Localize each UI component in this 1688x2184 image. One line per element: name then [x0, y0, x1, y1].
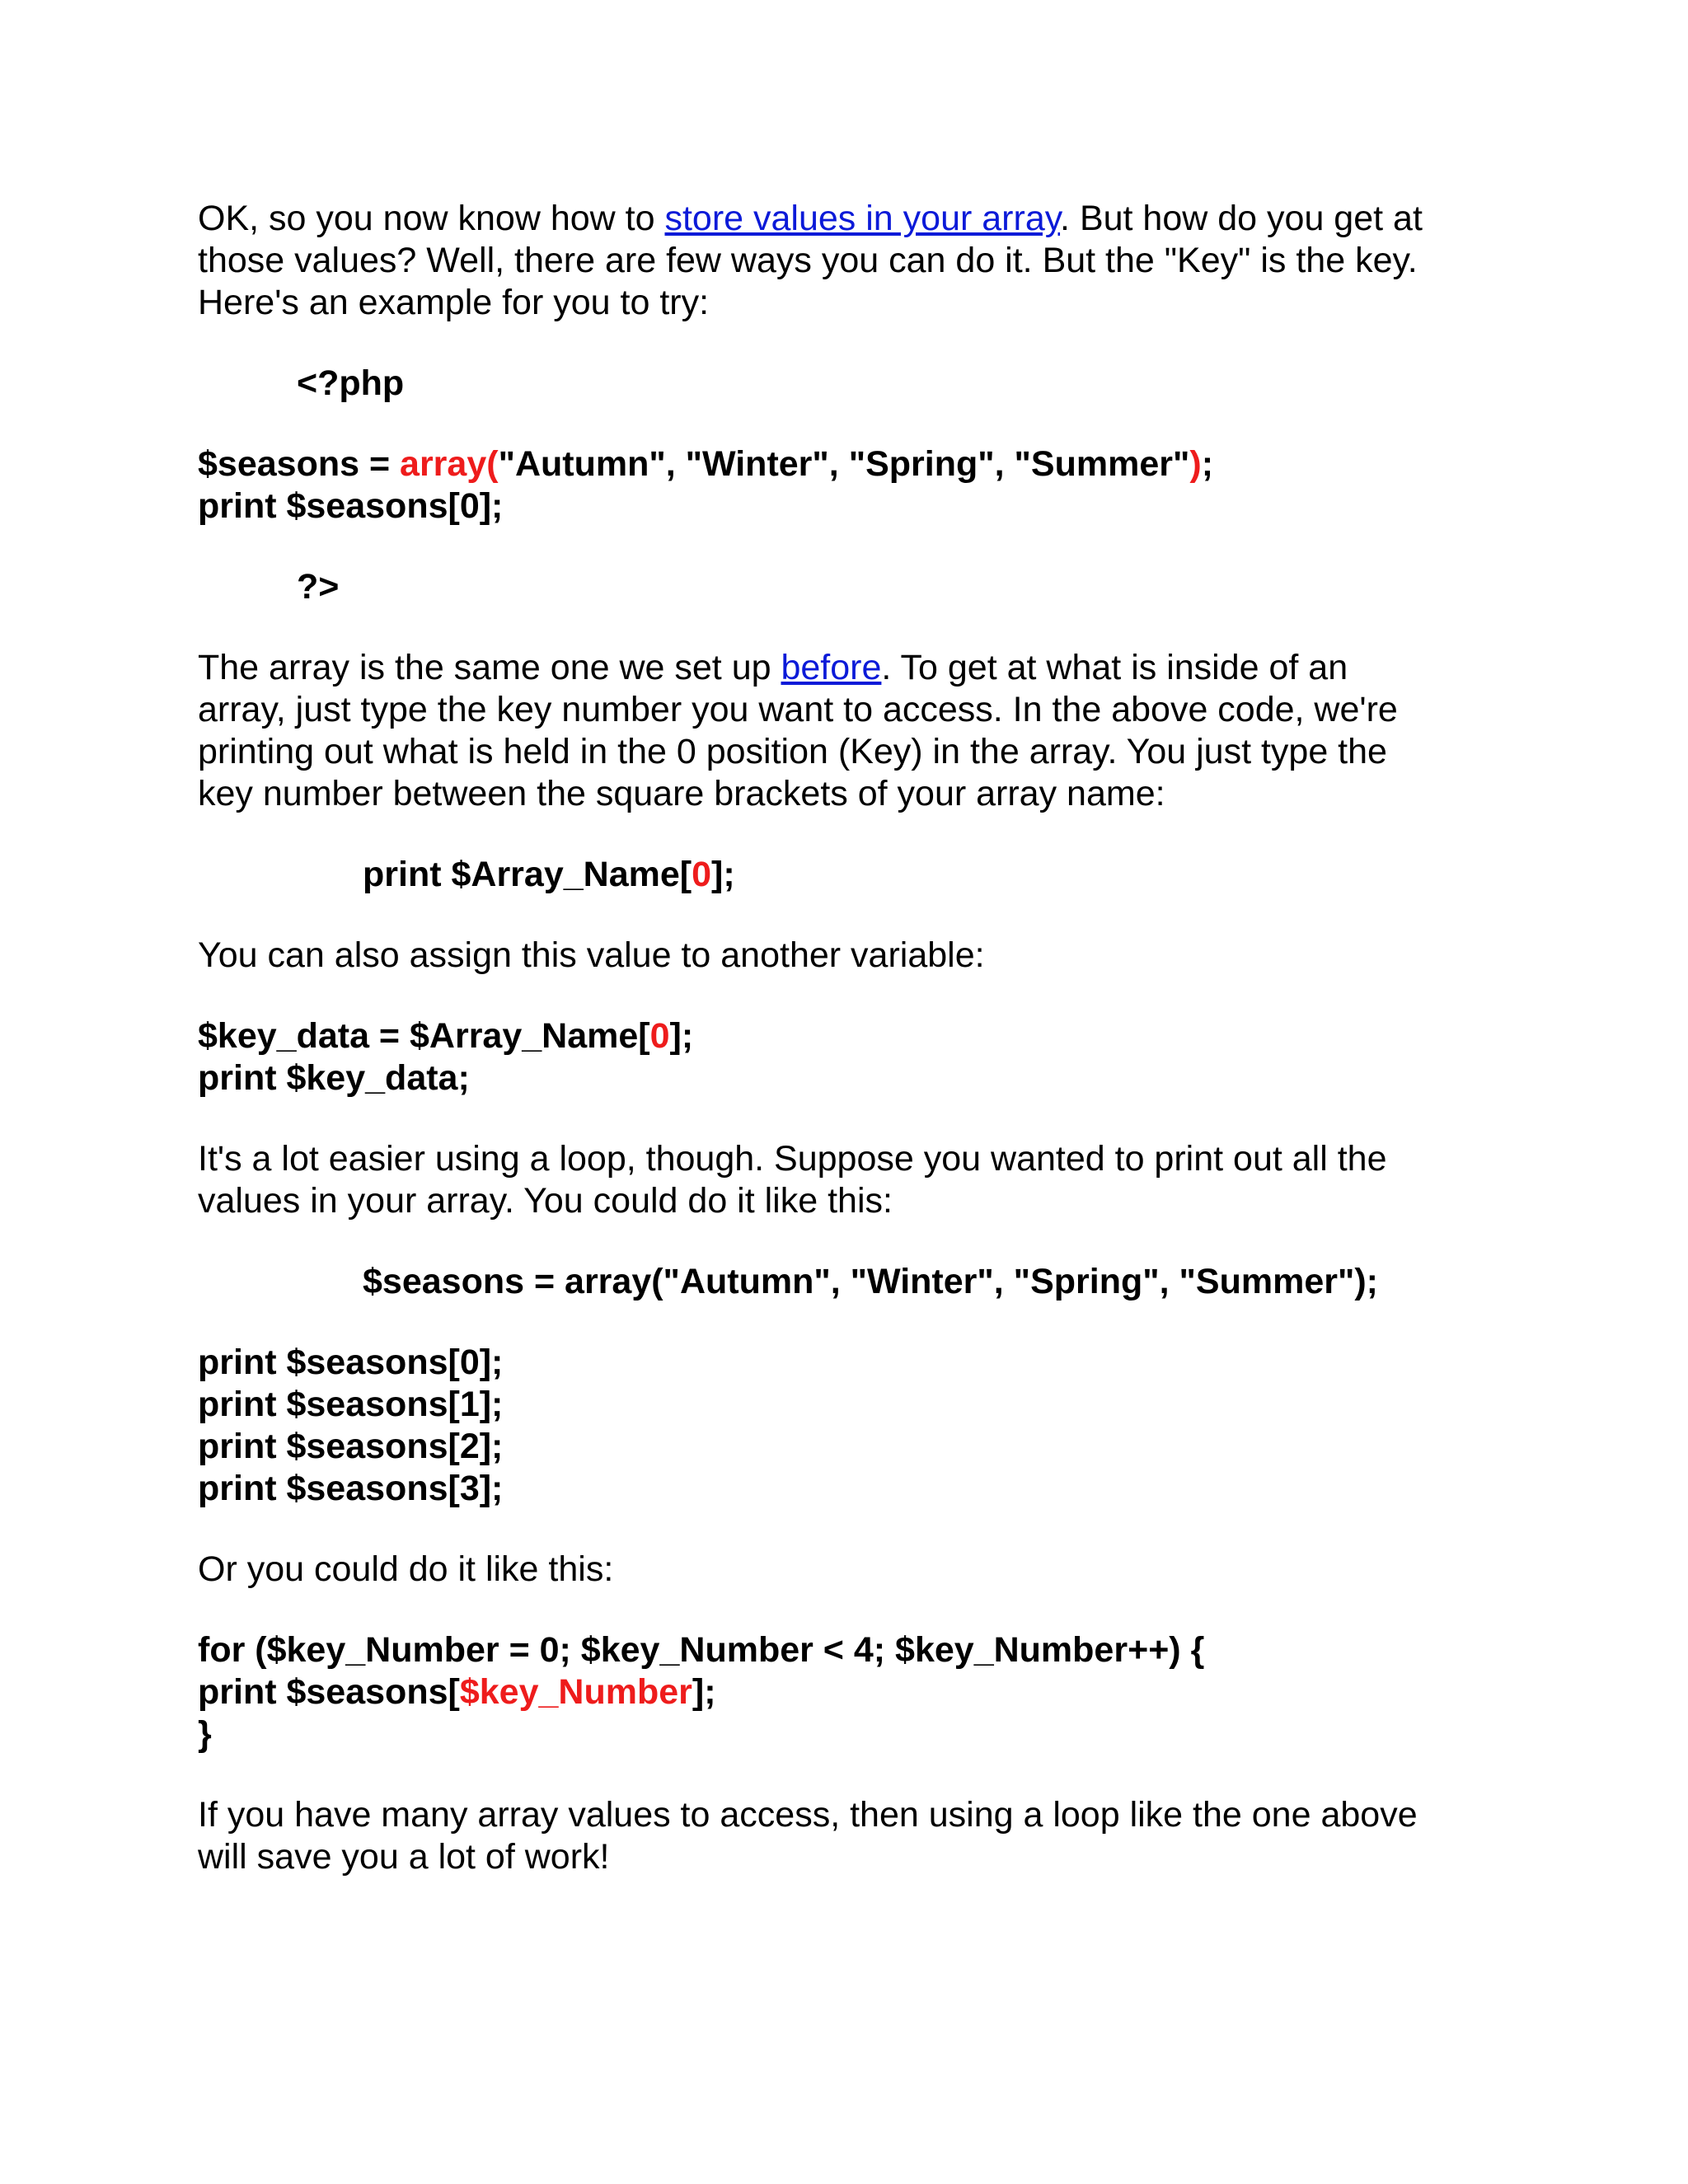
- text-line: Or you could do it like this:: [198, 1549, 614, 1589]
- code-line: [198, 1015, 1517, 1057]
- text-line: array, just type the key number you want to access. In the above code, we're: [198, 690, 1398, 729]
- code-run: "Autumn", "Winter", "Spring", "Summer": [498, 444, 1190, 484]
- code-line: $seasons = array("Autumn", "Winter", "Spring", "Summer");: [363, 1262, 1378, 1301]
- code-highlight: $key_Number: [459, 1672, 692, 1712]
- code-line: print $seasons[0];: [198, 486, 504, 526]
- text-run: The array is the same one we set up: [198, 648, 781, 687]
- explanation-paragraph: [198, 647, 1517, 815]
- text-line: key number between the square brackets of your array name:: [198, 774, 1165, 813]
- code-line: [198, 443, 1517, 485]
- code-run: $seasons =: [198, 444, 401, 484]
- text-run: . But how do you get at: [1060, 199, 1423, 238]
- code-line: <?php: [297, 363, 405, 403]
- code-line: for ($key_Number = 0; $key_Number < 4; $key_Number++) {: [198, 1630, 1205, 1670]
- document-body: [198, 198, 1517, 1917]
- code-run: $key_data = $Array_Name[: [198, 1016, 650, 1056]
- code-run: ];: [692, 1672, 716, 1712]
- loop-paragraph: [198, 1138, 1517, 1222]
- text-line: will save you a lot of work!: [198, 1837, 610, 1877]
- code-block-for-loop: [198, 1629, 1517, 1755]
- code-line: print $seasons[1];: [198, 1385, 504, 1424]
- code-run: print $Array_Name[: [363, 855, 692, 894]
- code-run: print $seasons[: [198, 1672, 460, 1712]
- php-close-tag: [198, 566, 1517, 608]
- text-line: If you have many array values to access, then using a loop like the one above: [198, 1795, 1418, 1835]
- code-block-array-name: [198, 854, 1517, 896]
- code-block-key-data: [198, 1015, 1517, 1099]
- code-line: print $seasons[0];: [198, 1343, 504, 1382]
- text-run: OK, so you now know how to: [198, 199, 665, 238]
- code-block-seasons-array: [198, 1261, 1517, 1303]
- before-link[interactable]: before: [781, 648, 882, 687]
- text-line: You can also assign this value to another variable:: [198, 935, 985, 975]
- code-run: ;: [1201, 444, 1214, 484]
- php-open-tag: [198, 363, 1517, 405]
- code-line: print $seasons[3];: [198, 1469, 504, 1508]
- text-line: values in your array. You could do it like this:: [198, 1181, 893, 1221]
- text-run: . To get at what is inside of an: [881, 648, 1348, 687]
- text-line: those values? Well, there are few ways you can do it. But the "Key" is the key.: [198, 241, 1418, 280]
- intro-paragraph: [198, 198, 1517, 324]
- code-line: [198, 854, 1517, 896]
- code-highlight: 0: [649, 1016, 670, 1056]
- code-line: }: [198, 1714, 212, 1754]
- text-line: Here's an example for you to try:: [198, 283, 710, 322]
- assign-paragraph: [198, 935, 1517, 977]
- code-highlight: 0: [692, 855, 712, 894]
- code-run: ];: [669, 1016, 694, 1056]
- text-line: [198, 647, 1517, 689]
- text-line: printing out what is held in the 0 position (Key) in the array. You just type the: [198, 732, 1387, 771]
- store-values-link[interactable]: store values in your array: [664, 199, 1061, 238]
- code-line: ?>: [297, 567, 340, 607]
- code-block-seasons: [198, 443, 1517, 527]
- code-run: ];: [711, 855, 735, 894]
- code-highlight: array(: [400, 444, 499, 484]
- code-highlight: ): [1189, 444, 1202, 484]
- code-block-print-seasons: [198, 1342, 1517, 1510]
- text-line: [198, 198, 1517, 240]
- closing-paragraph: [198, 1794, 1517, 1878]
- code-line: [198, 1671, 1517, 1713]
- alternative-paragraph: [198, 1549, 1517, 1591]
- code-line: print $seasons[2];: [198, 1427, 504, 1466]
- code-line: print $key_data;: [198, 1058, 470, 1098]
- text-line: It's a lot easier using a loop, though. Suppose you wanted to print out all the: [198, 1139, 1387, 1179]
